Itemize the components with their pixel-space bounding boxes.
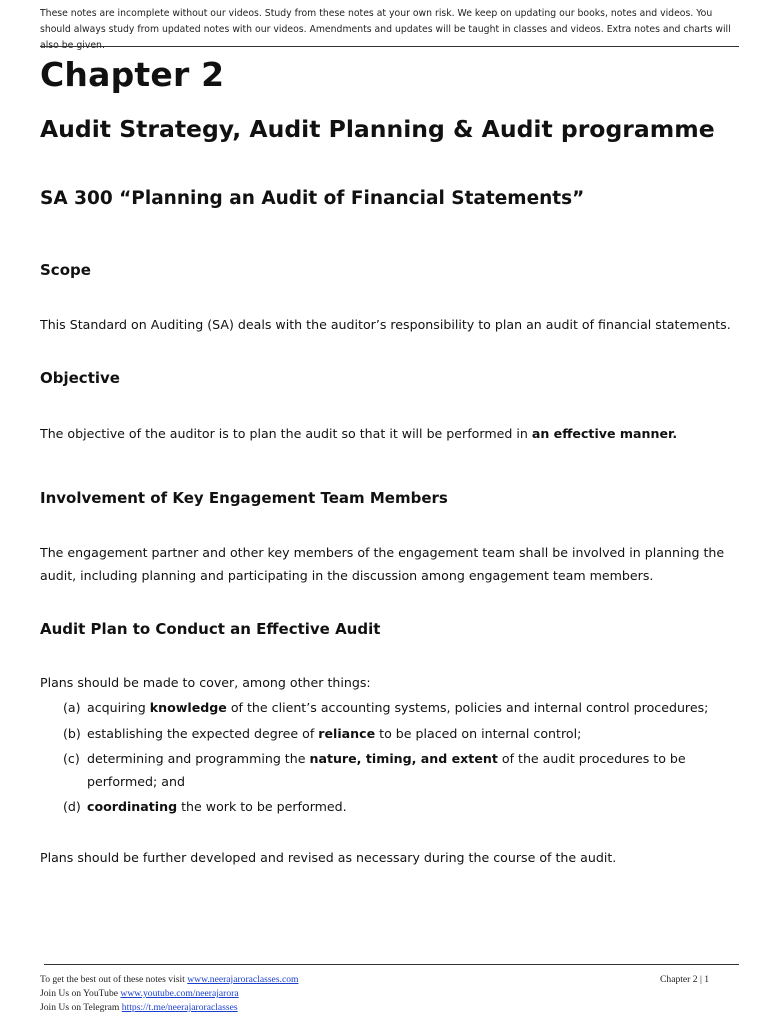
objective-heading: Objective (40, 369, 120, 387)
list-marker: (a) (63, 700, 81, 715)
youtube-link[interactable]: www.youtube.com/neerajarora (120, 988, 239, 999)
audit-plan-heading: Audit Plan to Conduct an Effective Audit (40, 620, 381, 638)
involvement-heading: Involvement of Key Engagement Team Members (40, 489, 448, 507)
list-marker: (d) (63, 799, 81, 814)
list-marker: (b) (63, 725, 81, 741)
list-item (40, 748, 752, 793)
list-item-text-emphasis: nature, timing, and extent (309, 751, 498, 766)
page-title: Audit Strategy, Audit Planning & Audit programme (40, 115, 715, 143)
list-item (40, 796, 752, 819)
list-item-text-plain: establishing the expected degree of (87, 725, 319, 741)
list-item-text (87, 697, 752, 720)
audit-plan-closing: Plans should be further developed and revised as necessary during the course of the audit. (40, 850, 617, 865)
footer-website-line (40, 973, 298, 987)
list-item-text (87, 796, 752, 819)
footer-telegram-label: Join Us on Telegram (40, 1002, 122, 1013)
list-marker: (c) (63, 751, 80, 766)
list-item-text (87, 723, 752, 746)
footer-website-label: To get the best out of these notes visit (40, 974, 188, 985)
footer-youtube-label: Join Us on YouTube (40, 988, 121, 999)
website-link[interactable]: www.neerajaroraclasses.com (187, 974, 299, 985)
list-item-text-plain: of the audit procedures to be performed; and (87, 751, 686, 789)
page-number: Chapter 2 | 1 (660, 974, 710, 985)
audit-plan-intro: Plans should be made to cover, among other things: (40, 675, 371, 690)
list-item-text-emphasis: reliance (318, 725, 376, 741)
list-item-text-emphasis: coordinating (87, 799, 178, 814)
list-item-text-plain: of the client’s accounting systems, policies and internal control procedures; (226, 700, 709, 715)
list-item-text-plain: acquiring (87, 700, 150, 715)
objective-text (40, 423, 750, 446)
scope-text: This Standard on Auditing (SA) deals with the auditor’s responsibility to plan an audit of financial statements. (40, 317, 731, 332)
footer-youtube-line (40, 987, 298, 1001)
list-item-text-emphasis: knowledge (149, 700, 227, 715)
footer-links (40, 973, 298, 1015)
list-item-text (87, 748, 752, 793)
audit-plan-list (40, 697, 752, 822)
telegram-link[interactable]: https://t.me/neerajaroraclasses (121, 1002, 238, 1013)
header-disclaimer: These notes are incomplete without our videos. Study from these notes at your own risk. We keep on updating our books, notes and videos. You should always study from updated notes with our videos. Amendments and updates will be taught in classes and videos. Extra notes and charts will (40, 8, 731, 35)
list-item (40, 723, 752, 746)
header-divider (40, 46, 739, 47)
footer-divider (44, 964, 739, 965)
chapter-label: Chapter 2 (40, 55, 225, 94)
footer-telegram-line (40, 1001, 298, 1015)
involvement-text: The engagement partner and other key members of the engagement team shall be involved in planning the audit, including planning and participating in the discussion among engagement team members. (40, 545, 725, 583)
objective-text-plain: The objective of the auditor is to plan the audit so that it will be performed in (40, 426, 532, 441)
list-item-text-plain: determining and programming the (87, 751, 310, 766)
list-item-text-plain: to be placed on internal control; (375, 725, 582, 741)
objective-text-emphasis: an effective manner. (531, 426, 678, 441)
standard-title: SA 300 “Planning an Audit of Financial Statements” (40, 188, 585, 209)
list-item (40, 697, 752, 720)
scope-heading: Scope (40, 261, 91, 279)
list-item-text-plain: the work to be performed. (177, 799, 347, 814)
